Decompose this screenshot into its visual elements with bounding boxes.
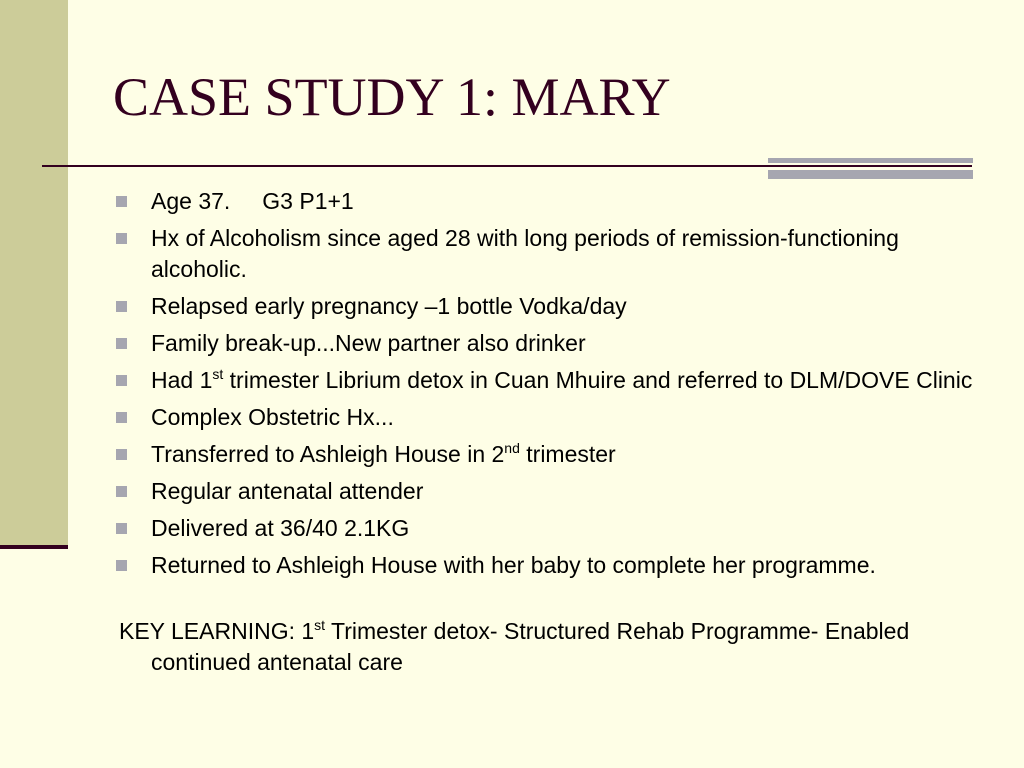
bullet-age [113,186,993,217]
detox-ordinal-suffix: st [212,365,224,382]
transfer-text-start: Transferred to Ashleigh House in 2 [151,440,505,467]
bullet-family [113,328,993,359]
bullet-list [113,186,993,587]
square-bullet-icon [116,560,127,571]
key-learning [119,616,1011,677]
gravida-text: G3 P1+1 [262,188,354,214]
obstetric-text: Complex Obstetric Hx... [151,403,394,430]
left-decorative-band [0,0,68,545]
square-bullet-icon [116,375,127,386]
title-divider [42,165,972,167]
relapsed-text: Relapsed early pregnancy –1 bottle Vodka/day [151,292,627,319]
bullet-transfer [113,439,993,470]
age-text: Age 37. [151,188,231,214]
square-bullet-icon [116,523,127,534]
transfer-text-end: trimester [519,440,616,467]
decorative-bar-top [768,158,973,163]
bullet-antenatal [113,476,993,507]
bullet-relapsed [113,291,993,322]
square-bullet-icon [116,412,127,423]
square-bullet-icon [116,196,127,207]
bullet-returned [113,550,993,581]
transfer-ordinal-suffix: nd [504,439,520,456]
square-bullet-icon [116,486,127,497]
family-text: Family break-up...New partner also drinker [151,329,586,356]
key-learning-start: KEY LEARNING: 1 [119,618,315,644]
antenatal-text: Regular antenatal attender [151,477,424,504]
detox-text-end: trimester Librium detox in Cuan Mhuire and referred to DLM/DOVE Clinic [223,366,973,393]
square-bullet-icon [116,449,127,460]
alcoholism-text: Hx of Alcoholism since aged 28 with long periods of remission-functioning alcoholic. [151,225,899,282]
square-bullet-icon [116,233,127,244]
bullet-obstetric [113,402,993,433]
bullet-delivered [113,513,993,544]
bullet-detox [113,365,993,396]
bullet-alcoholism [113,223,993,284]
square-bullet-icon [116,338,127,349]
key-learning-ordinal-suffix: st [314,617,326,633]
square-bullet-icon [116,301,127,312]
delivered-text: Delivered at 36/40 2.1KG [151,514,410,541]
left-band-rule [0,545,68,549]
slide-title: CASE STUDY 1: MARY [113,67,671,127]
decorative-bar-bottom [768,170,973,179]
key-learning-end: Trimester detox- Structured Rehab Programme- Enabled continued antenatal care [151,618,910,675]
detox-text-start: Had 1 [151,366,213,393]
returned-text: Returned to Ashleigh House with her baby to complete her programme. [151,551,876,578]
